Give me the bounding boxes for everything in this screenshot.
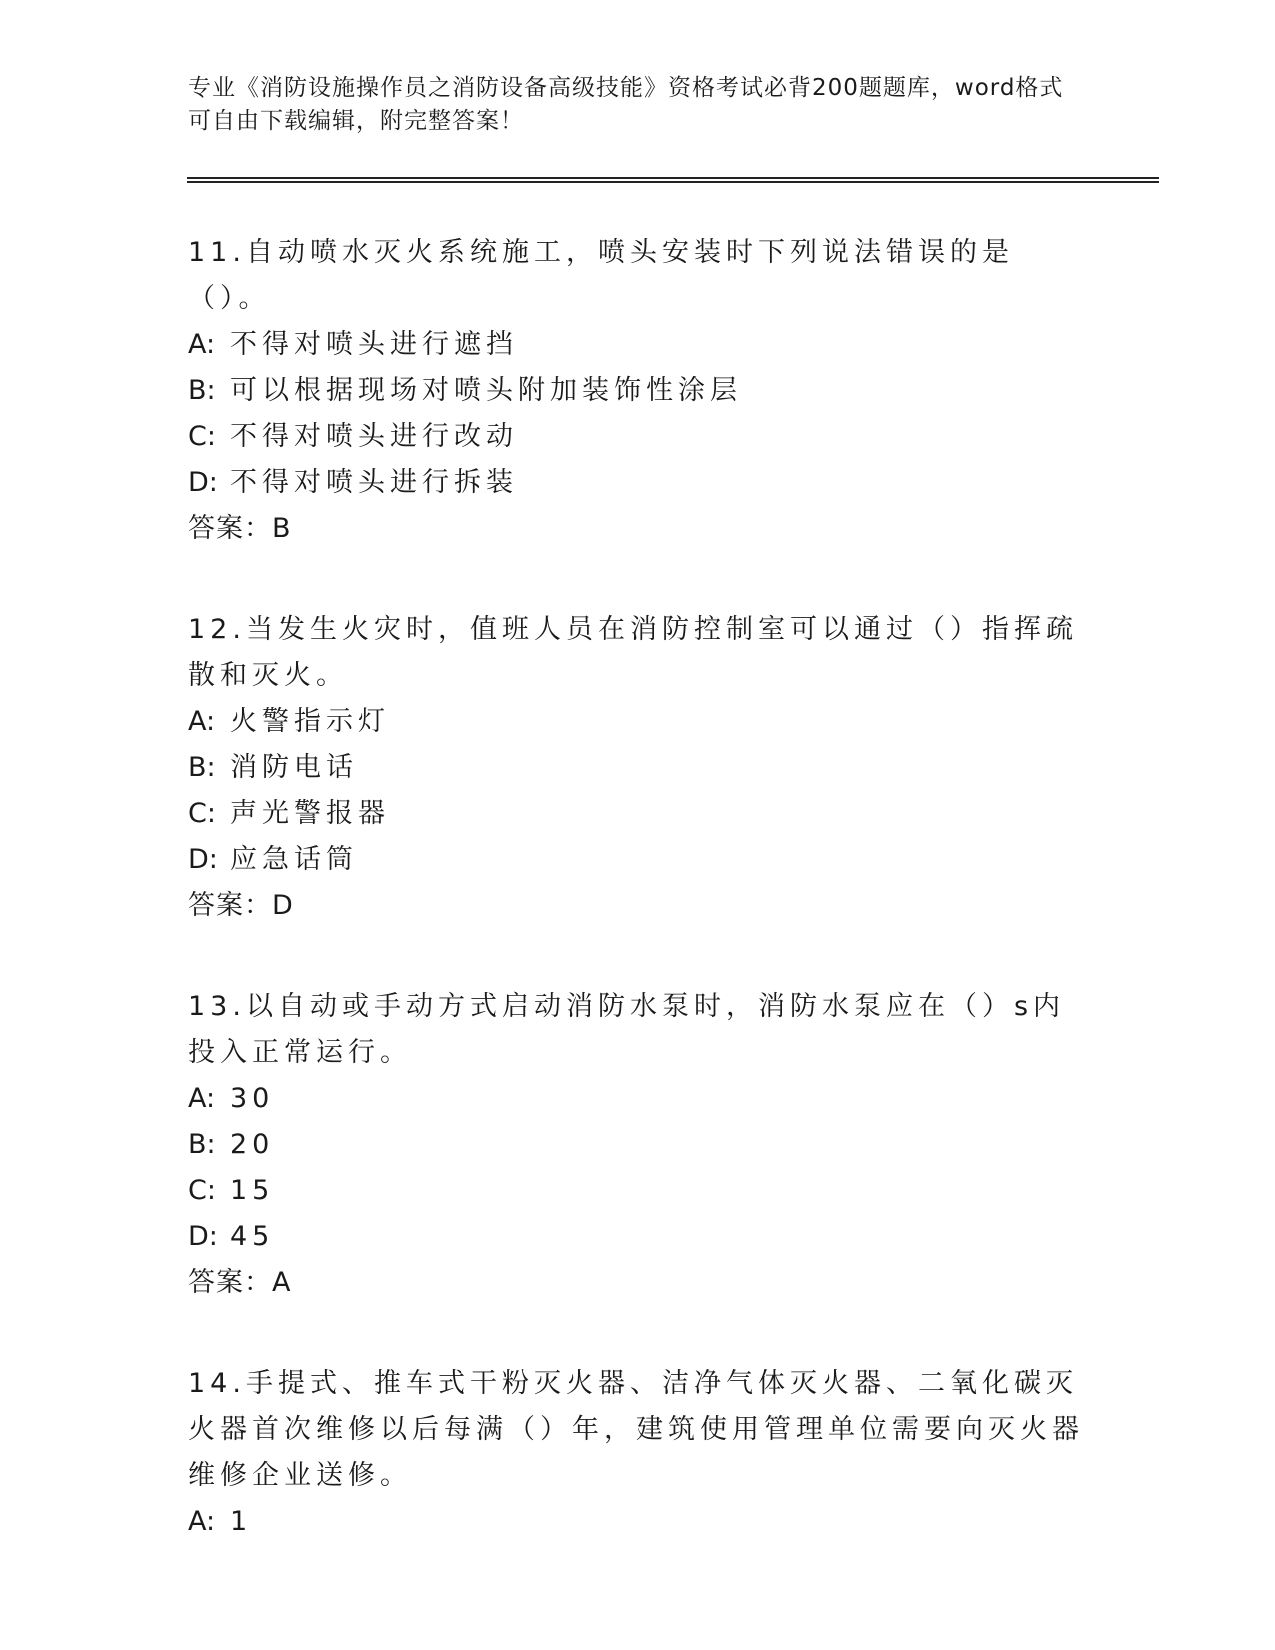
option-key: A: xyxy=(188,706,216,737)
option-text: 不得对喷头进行遮挡 xyxy=(230,329,518,360)
option-item xyxy=(188,460,1088,506)
answer-text: 答案：B xyxy=(188,513,292,544)
question-text: 11.自动喷水灭火系统施工，喷头安装时下列说法错误的是（）。 xyxy=(188,237,1014,314)
option-text: 20 xyxy=(230,1129,275,1160)
option-item xyxy=(188,414,1088,460)
option-key: B: xyxy=(188,375,216,406)
answer-text: 答案：A xyxy=(188,1267,292,1298)
header-divider xyxy=(187,177,1159,183)
option-text: 火警指示灯 xyxy=(230,706,390,737)
option-key: D: xyxy=(188,844,218,875)
option-item xyxy=(188,699,1088,745)
option-text: 消防电话 xyxy=(230,752,358,783)
option-item xyxy=(188,837,1088,883)
option-key: C: xyxy=(188,798,216,829)
option-text: 不得对喷头进行改动 xyxy=(230,421,518,452)
question-item xyxy=(188,984,1088,1306)
option-item xyxy=(188,1499,1088,1545)
option-key: D: xyxy=(188,1221,218,1252)
option-item xyxy=(188,1214,1088,1260)
option-key: D: xyxy=(188,467,218,498)
option-item xyxy=(188,791,1088,837)
answer-text: 答案：D xyxy=(188,890,294,921)
option-text: 1 xyxy=(230,1506,253,1537)
option-text: 30 xyxy=(230,1083,275,1114)
option-key: C: xyxy=(188,421,216,452)
option-key: B: xyxy=(188,1129,216,1160)
option-item xyxy=(188,1076,1088,1122)
option-item xyxy=(188,322,1088,368)
question-text: 12.当发生火灾时，值班人员在消防控制室可以通过（）指挥疏散和灭火。 xyxy=(188,614,1078,691)
option-text: 45 xyxy=(230,1221,275,1252)
option-key: A: xyxy=(188,1083,216,1114)
question-item xyxy=(188,230,1088,552)
question-list xyxy=(188,230,1088,1600)
option-key: A: xyxy=(188,1506,216,1537)
question-text: 14.手提式、推车式干粉灭火器、洁净气体灭火器、二氧化碳灭火器首次维修以后每满（）年，建筑使用管理单位需要向灭火器维修企业送修。 xyxy=(188,1368,1084,1491)
option-text: 声光警报器 xyxy=(230,798,390,829)
option-text: 可以根据现场对喷头附加装饰性涂层 xyxy=(230,375,742,406)
option-item xyxy=(188,1168,1088,1214)
option-item xyxy=(188,745,1088,791)
option-text: 不得对喷头进行拆装 xyxy=(230,467,518,498)
option-key: B: xyxy=(188,752,216,783)
option-key: A: xyxy=(188,329,216,360)
option-item xyxy=(188,1122,1088,1168)
option-text: 15 xyxy=(230,1175,275,1206)
question-item xyxy=(188,607,1088,929)
question-text: 13.以自动或手动方式启动消防水泵时，消防水泵应在（）s内投入正常运行。 xyxy=(188,991,1066,1068)
document-header: 专业《消防设施操作员之消防设备高级技能》资格考试必背200题题库，word格式可自由下载编辑，附完整答案！ xyxy=(188,75,1064,134)
option-item xyxy=(188,368,1088,414)
option-key: C: xyxy=(188,1175,216,1206)
question-item xyxy=(188,1361,1088,1545)
option-text: 应急话筒 xyxy=(230,844,358,875)
